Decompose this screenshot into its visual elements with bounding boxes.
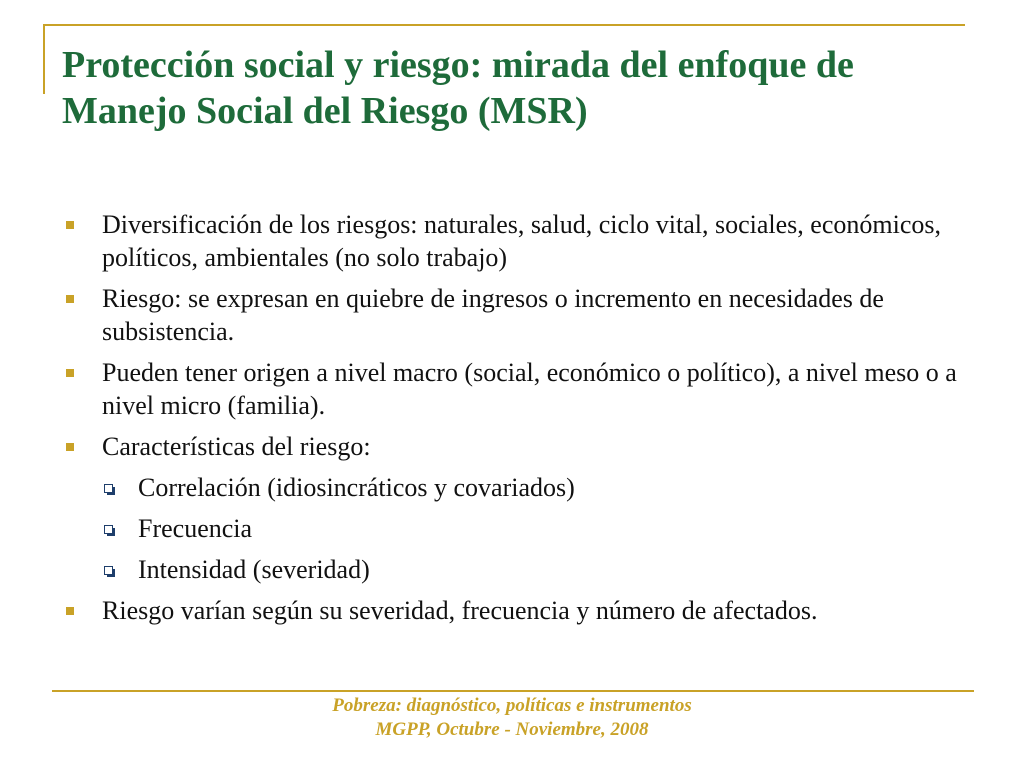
square-bullet-icon [66, 295, 74, 303]
sub-bullet-text: Intensidad (severidad) [138, 555, 370, 584]
footer-course-title: Pobreza: diagnóstico, políticas e instrumentos [332, 695, 692, 716]
bullet-item [62, 430, 962, 586]
bullet-item [62, 594, 962, 627]
bullet-text: Características del riesgo: [102, 432, 371, 461]
square-bullet-icon [66, 221, 74, 229]
bullet-text: Riesgo: se expresan en quiebre de ingresos o incremento en necesidades de subsistencia. [102, 284, 884, 346]
bullet-item [62, 356, 962, 422]
square-bullet-icon [66, 443, 74, 451]
sub-bullet-list [102, 471, 962, 586]
footer-course-dates: MGPP, Octubre - Noviembre, 2008 [375, 719, 649, 740]
sub-bullet-text: Correlación (idiosincráticos y covariados) [138, 473, 575, 502]
hollow-square-bullet-icon [104, 484, 113, 493]
hollow-square-bullet-icon [104, 525, 113, 534]
slide-footer [0, 694, 1024, 742]
square-bullet-icon [66, 369, 74, 377]
left-border-line [43, 24, 45, 94]
sub-bullet-item [102, 471, 962, 504]
bullet-item [62, 282, 962, 348]
bullet-item [62, 208, 962, 274]
slide-content [62, 208, 962, 635]
sub-bullet-item [102, 512, 962, 545]
bullet-text: Diversificación de los riesgos: naturales, salud, ciclo vital, sociales, económicos, políticos, ambientales (no solo trabajo) [102, 210, 941, 272]
slide-title: Protección social y riesgo: mirada del enfoque de Manejo Social del Riesgo (MSR) [62, 44, 854, 132]
footer-divider [52, 690, 974, 692]
sub-bullet-item [102, 553, 962, 586]
sub-bullet-text: Frecuencia [138, 514, 253, 543]
top-border-line [43, 24, 965, 26]
square-bullet-icon [66, 607, 74, 615]
hollow-square-bullet-icon [104, 566, 113, 575]
bullet-text: Pueden tener origen a nivel macro (social, económico o político), a nivel meso o a nivel micro (familia). [102, 358, 957, 420]
bullet-list [62, 208, 962, 627]
bullet-text: Riesgo varían según su severidad, frecuencia y número de afectados. [102, 596, 818, 625]
